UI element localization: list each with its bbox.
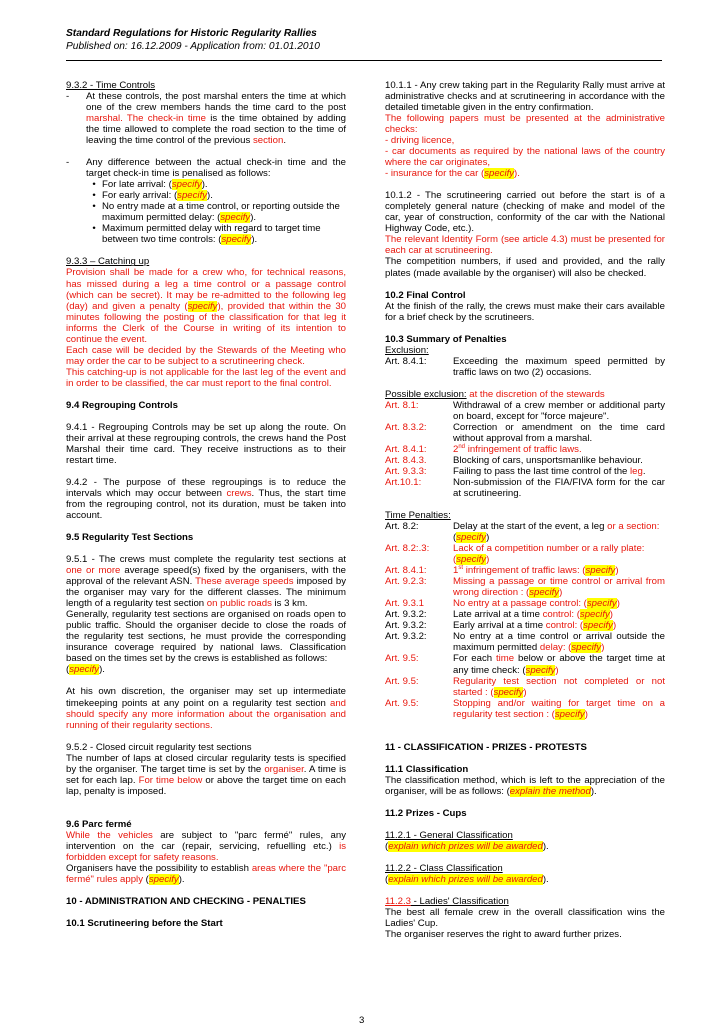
paragraph: - insurance for the car (specify).: [385, 168, 520, 180]
paragraph: 10.1.2 - The scrutineering carried out before the start is of a completely general nature (checking of make and model of the car, year of construction, conformity of the car with the National Highway Code, etc.).: [385, 190, 665, 235]
paragraph: The relevant Identity Form (see article 4.3) must be presented for each car at scrutineering.: [385, 234, 665, 257]
paragraph: - car documents as required by the national laws of the country where the car originates,: [385, 146, 665, 169]
header-published: Published on: 16.12.2009 - Application from: 01.01.2010: [66, 41, 320, 52]
paragraph: The competition numbers, if used and provided, and the rally plates (made available by the organiser) will also be checked.: [385, 256, 665, 279]
paragraph: (explain which prizes will be awarded).: [385, 840, 549, 852]
paragraph: While the vehicles are subject to "parc fermé" rules, any intervention on the car (repair, servicing, refuelling etc.) is forbidden except for safety reasons.: [66, 829, 347, 863]
penalty-row: Art. 8.4.1: 1st infringement of traffic laws: (specify): [385, 565, 619, 577]
section-11-2-1-title: 11.2.1 - General Classification: [385, 829, 513, 841]
paragraph: Each case will be decided by the Stewards of the Meeting who may order the car to be subject to a scrutineering check.: [66, 344, 346, 367]
paragraph: 9.4.2 - The purpose of these regroupings is to reduce the intervals which may occur between crews. Thus, the start time from the regrouping control, not its duration, must be taken into account.: [66, 476, 346, 522]
penalty-row: Art.10.1: Non-submission of the FIA/FIVA form for the car at scrutineering.: [385, 477, 665, 500]
section-9-5-2-title: 9.5.2 - Closed circuit regularity test sections: [66, 741, 252, 753]
paragraph: Generally, regularity test sections are organised on roads open to public traffic. Should the organiser decide to close the roads of the regularity test sections, he must provide the corresponding insurance coverage required by national laws. Classification based on the times set by the crews is established as follows:: [66, 609, 346, 665]
section-11-2-title: 11.2 Prizes - Cups: [385, 807, 467, 819]
left-column: [66, 80, 346, 929]
list-item: - At these controls, the post marshal enters the time at which one of the crew members hands the time card to the post marshal. The check-in time is the time obtained by adding the time allowed to complete the road section to the time of leaving the time control of the previous section.: [66, 91, 347, 147]
penalty-row: Art. 9.5: Regularity test section not completed or not started : (specify): [385, 675, 665, 698]
section-10-3-title: 10.3 Summary of Penalties: [385, 333, 507, 345]
bullet-item: • For late arrival: (specify).: [92, 179, 208, 191]
section-11-1-title: 11.1 Classification: [385, 763, 469, 775]
paragraph: The classification method, which is left to the appreciation of the organiser, will be as follows: (explain the method).: [385, 774, 665, 797]
page-number: 3: [359, 1015, 365, 1026]
paragraph: The organiser reserves the right to award further prizes.: [385, 929, 622, 941]
section-11-title: 11 - CLASSIFICATION - PRIZES - PROTESTS: [385, 741, 587, 753]
penalty-row: Art. 8.4.1: Exceeding the maximum speed permitted by traffic laws on two (2) occasions.: [385, 355, 665, 378]
bullet-item: • No entry made at a time control, or reporting outside the maximum permitted delay: (specify).: [92, 201, 340, 224]
paragraph: 9.4.1 - Regrouping Controls may be set up along the route. On their arrival at these regrouping controls, the crews hand the Post Marshal their time card. They receive instructions as to their restart time.: [66, 421, 346, 466]
paragraph: 9.5.1 - The crews must complete the regularity test sections at one or more average speed(s) fixed by the organisers, with the approval of the relevant ASN. These average speeds imposed by the organiser may vary for the different classes. The minimum length of a regularity test section on public roads is 3 km.: [66, 554, 347, 610]
paragraph: The following papers must be presented at the administrative checks:: [385, 113, 665, 136]
penalty-row: Art. 9.2.3: Missing a passage or time control or arrival from wrong direction : (specify): [385, 576, 665, 599]
section-9-3-3-title: 9.3.3 – Catching up: [66, 256, 150, 268]
penalty-row: Art. 9.3.2: Late arrival at a time control: (specify): [385, 609, 613, 621]
section-9-3-2-title: 9.3.2 - Time Controls: [66, 80, 156, 91]
paragraph: (explain which prizes will be awarded).: [385, 873, 549, 885]
section-9-4-title: 9.4 Regrouping Controls: [66, 399, 178, 411]
page-header: [66, 27, 666, 53]
penalty-row: Art. 8.3.2: Correction or amendment on the time card without approval from a marshal.: [385, 421, 665, 444]
paragraph: The number of laps at closed circular regularity tests is specified by the organiser. The target time is set by the organiser. A time is set for each lap. For time below or above the target time on each lap, penalty is imposed.: [66, 752, 347, 797]
time-penalties-label: Time Penalties:: [385, 510, 451, 522]
section-10-1-title: 10.1 Scrutineering before the Start: [66, 917, 223, 929]
penalty-row: Art. 8.2:.3: Lack of a competition number or a rally plate: (specify): [385, 543, 645, 566]
paragraph: 10.1.1 - Any crew taking part in the Regularity Rally must arrive at administrative checks and at scrutineering in accordance with the detailed timetable given in the entry confirmation.: [385, 80, 665, 114]
penalty-row: Art. 9.3.2: Early arrival at a time control: (specify): [385, 620, 617, 632]
section-9-5-title: 9.5 Regularity Test Sections: [66, 532, 194, 544]
exclusion-label: Exclusion:: [385, 344, 429, 356]
penalty-row: Art. 9.5: For each time below or above the target time at any time check: (specify): [385, 653, 665, 676]
penalty-row: Art. 8.4.3. Blocking of cars, unsportsmanlike behaviour.: [385, 454, 643, 466]
bullet-item: • Maximum permitted delay with regard to target time between two time controls: (specify).: [92, 223, 321, 246]
paragraph: (specify).: [66, 664, 105, 676]
paragraph: Organisers have the possibility to establish areas where the "parc fermé" rules apply (specify).: [66, 862, 347, 885]
section-10-title: 10 - ADMINISTRATION AND CHECKING - PENALTIES: [66, 895, 306, 907]
penalty-row: Art. 8.4.1: 2nd infringement of traffic laws.: [385, 443, 582, 455]
penalty-row: Art. 9.3.2: No entry at a time control or arrival outside the maximum permitted delay: (specify): [385, 631, 665, 654]
section-11-2-2-title: 11.2.2 - Class Classification: [385, 862, 503, 874]
paragraph: - driving licence,: [385, 135, 455, 147]
right-column: [385, 80, 665, 940]
paragraph: The best all female crew in the overall classification wins the Ladies' Cup.: [385, 906, 665, 929]
section-11-2-3-title: 11.2.3 - Ladies' Classification: [385, 895, 509, 907]
list-item: - Any difference between the actual check-in time and the target check-in time is penalised as follows:: [66, 157, 346, 180]
penalty-row: Art. 8.2: Delay at the start of the event, a leg or a section: (specify): [385, 521, 660, 544]
penalty-row: Art. 8.1: Withdrawal of a crew member or additional party on board, except for "force majeure".: [385, 399, 665, 422]
paragraph: This catching-up is not applicable for the last leg of the event and in order to be classified, the car must report to the final control.: [66, 366, 346, 389]
header-title: Standard Regulations for Historic Regularity Rallies: [66, 28, 317, 39]
penalty-row: Art. 9.3.3: Failing to pass the last time control of the leg.: [385, 465, 646, 477]
possible-exclusion-label: Possible exclusion: at the discretion of the stewards: [385, 388, 605, 400]
section-9-6-title: 9.6 Parc fermé: [66, 818, 132, 830]
bullet-item: • For early arrival: (specify).: [92, 190, 213, 202]
paragraph: At the finish of the rally, the crews must make their cars available for a brief check by the scrutineers.: [385, 300, 665, 323]
paragraph: At his own discretion, the organiser may set up intermediate timekeeping points at any point on a regularity test section and should specify any more information about the organisation and running of their regularity sections.: [66, 686, 346, 731]
paragraph: Provision shall be made for a crew who, for technical reasons, has missed during a leg a time control or a passage control (which can be secret). It may be re-admitted to the following leg (day) and given a penalty (specify), provided that within the 30 minutes following the posting of the classification for that leg it informs the Clerk of the Course in writing of its intention to continue the event.: [66, 267, 347, 345]
penalty-row: Art. 9.5: Stopping and/or waiting for target time on a regularity test section : (specify): [385, 697, 665, 720]
penalty-row: Art. 9.3.1 No entry at a passage control: (specify): [385, 598, 620, 610]
header-rule: [66, 60, 662, 61]
section-10-2-title: 10.2 Final Control: [385, 289, 466, 301]
